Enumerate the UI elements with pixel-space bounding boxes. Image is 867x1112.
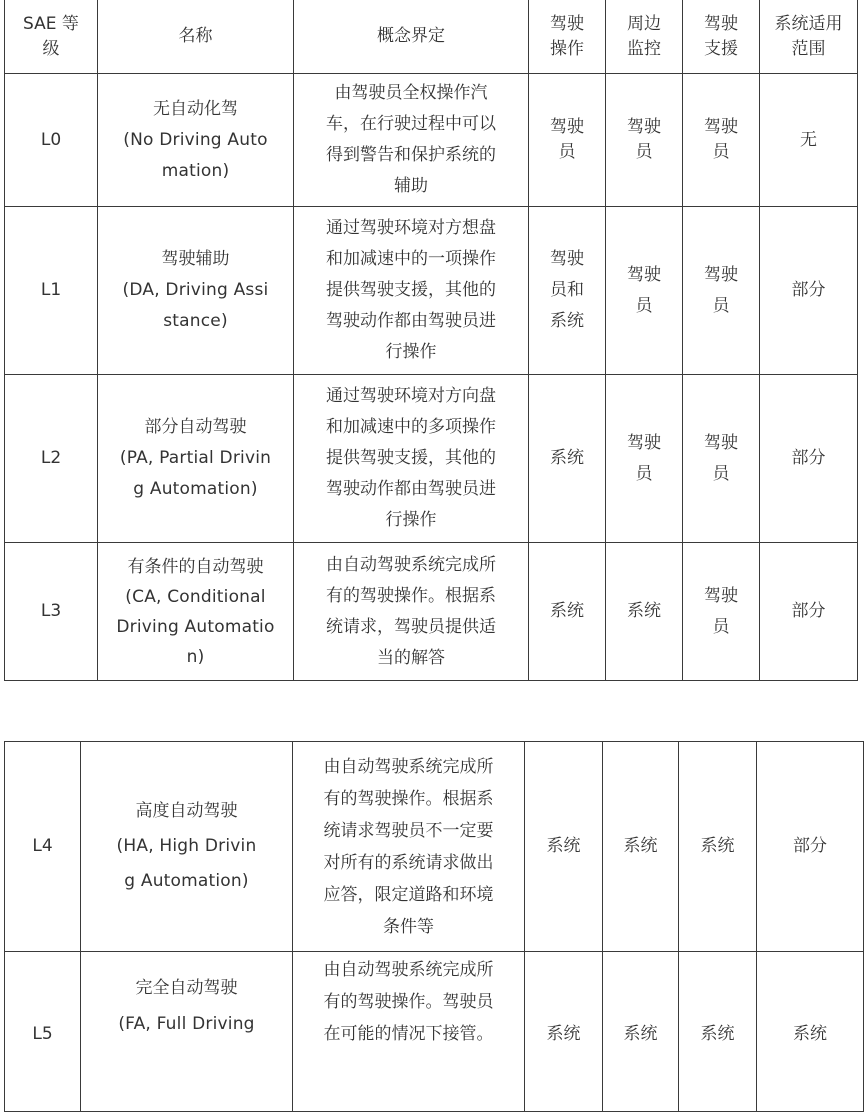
name-line: (DA, Driving Assi — [122, 280, 269, 300]
name-line: (HA, High Drivin — [116, 836, 257, 856]
definition-line: 对所有的系统请求做出 — [323, 852, 494, 873]
name-line: (PA, Partial Drivin — [119, 448, 272, 468]
scope-cell: 部分 — [760, 375, 858, 543]
cell-line: 员 — [712, 142, 730, 162]
driving-operation-cell — [529, 74, 606, 207]
definition-line: 通过驾驶环境对方想盘 — [326, 218, 496, 238]
cell-line: 驾驶 — [627, 432, 661, 453]
table-row — [5, 207, 858, 375]
fallback-cell — [683, 543, 760, 681]
definition-line: 有的驾驶操作。根据系 — [326, 585, 496, 606]
cell-line: 驾驶 — [550, 117, 584, 137]
name-line: (CA, Conditional — [125, 586, 266, 607]
header-line: 监控 — [627, 38, 661, 59]
driving-operation-cell — [529, 543, 606, 681]
cell-line: 员 — [635, 295, 653, 316]
driving-operation-cell — [529, 207, 606, 375]
name-line: (FA, Full Driving — [118, 1014, 255, 1034]
definition-cell — [294, 375, 529, 543]
cell-line: 驾驶 — [627, 117, 661, 137]
driving-operation-cell: 系统 — [525, 742, 603, 952]
definition-line: 和加减速中的多项操作 — [326, 417, 496, 437]
sae-levels-table — [4, 0, 858, 681]
definition-line: 辅助 — [394, 176, 428, 196]
header-monitoring — [606, 0, 683, 74]
name-line: 高度自动驾驶 — [135, 801, 238, 821]
header-name: 名称 — [98, 0, 294, 74]
name-line: 有条件的自动驾驶 — [127, 556, 264, 577]
header-level-line: SAE 等 — [23, 13, 79, 34]
name-cell — [98, 207, 294, 375]
definition-line: 条件等 — [383, 916, 434, 937]
name-cell — [81, 952, 293, 1112]
definition-line: 应答，限定道路和环境 — [323, 884, 494, 905]
cell-line: 员 — [712, 295, 730, 316]
definition-line: 有的驾驶操作。根据系 — [323, 788, 494, 809]
definition-line: 统请求驾驶员不一定要 — [323, 820, 494, 841]
fallback-cell — [683, 74, 760, 207]
cell-line: 员 — [712, 616, 730, 637]
definition-line: 得到警告和保护系统的 — [326, 145, 496, 165]
name-line: Driving Automatio — [116, 616, 275, 637]
cell-line: 系统 — [550, 448, 584, 468]
header-line: 支援 — [704, 38, 738, 59]
header-row — [5, 0, 858, 74]
cell-line: 驾驶 — [550, 249, 584, 269]
name-line: 驾驶辅助 — [161, 249, 230, 269]
monitoring-cell — [606, 543, 683, 681]
definition-line: 车，在行驶过程中可以 — [326, 114, 496, 134]
definition-cell — [294, 207, 529, 375]
definition-cell — [294, 543, 529, 681]
definition-line: 统请求，驾驶员提供适 — [326, 616, 496, 637]
definition-line: 通过驾驶环境对方向盘 — [326, 386, 496, 406]
cell-line: 驾驶 — [627, 264, 661, 285]
level-cell: L0 — [5, 74, 98, 207]
name-cell — [98, 543, 294, 681]
header-line: 范围 — [791, 38, 826, 59]
fallback-cell — [683, 207, 760, 375]
header-definition: 概念界定 — [294, 0, 529, 74]
header-level-line: 级 — [42, 38, 60, 59]
name-line: 无自动化驾 — [153, 98, 238, 119]
table-row — [5, 952, 864, 1112]
level-cell: L1 — [5, 207, 98, 375]
header-driving-operation — [529, 0, 606, 74]
definition-cell — [293, 742, 525, 952]
cell-line: 系统 — [627, 601, 661, 621]
monitoring-cell — [606, 375, 683, 543]
name-line: mation) — [161, 160, 230, 181]
scope-cell: 部分 — [760, 543, 858, 681]
level-cell: L3 — [5, 543, 98, 681]
name-line: stance) — [163, 311, 228, 331]
definition-line: 由驾驶员全权操作汽 — [334, 83, 488, 103]
cell-line: 驾驶 — [704, 117, 738, 137]
header-fallback — [683, 0, 760, 74]
cell-line: 系统 — [550, 311, 584, 331]
driving-operation-cell: 系统 — [525, 952, 603, 1112]
header-line: 系统适用 — [774, 13, 843, 34]
table-row — [5, 742, 864, 952]
driving-operation-cell — [529, 375, 606, 543]
name-line: (No Driving Auto — [123, 129, 268, 150]
monitoring-cell: 系统 — [603, 952, 679, 1112]
table-row — [5, 543, 858, 681]
scope-cell: 无 — [760, 74, 858, 207]
definition-line: 行操作 — [385, 342, 437, 362]
header-scope — [760, 0, 858, 74]
definition-line: 由自动驾驶系统完成所 — [323, 960, 494, 980]
definition-line: 当的解答 — [377, 647, 445, 668]
definition-line: 有的驾驶操作。驾驶员 — [323, 992, 494, 1012]
name-line: g Automation) — [133, 479, 258, 499]
definition-cell — [293, 952, 525, 1112]
table-row — [5, 74, 858, 207]
definition-line: 和加减速中的一项操作 — [326, 249, 496, 269]
definition-line: 驾驶动作都由驾驶员进 — [326, 311, 496, 331]
monitoring-cell — [606, 207, 683, 375]
table-row — [5, 375, 858, 543]
name-cell — [81, 742, 293, 952]
definition-line: 提供驾驶支援，其他的 — [326, 280, 496, 300]
cell-line: 驾驶 — [704, 264, 738, 285]
name-cell — [98, 74, 294, 207]
cell-line: 驾驶 — [704, 432, 738, 453]
cell-line: 员 — [712, 463, 730, 484]
header-line: 周边 — [627, 13, 661, 34]
definition-line: 由自动驾驶系统完成所 — [326, 554, 496, 575]
level-cell: L2 — [5, 375, 98, 543]
level-cell: L5 — [5, 952, 81, 1112]
cell-line: 员 — [635, 142, 653, 162]
header-line: 驾驶 — [550, 13, 584, 34]
header-line: 驾驶 — [704, 13, 738, 34]
fallback-cell — [683, 375, 760, 543]
definition-line: 由自动驾驶系统完成所 — [323, 756, 494, 777]
fallback-cell: 系统 — [679, 952, 757, 1112]
definition-line: 驾驶动作都由驾驶员进 — [326, 479, 496, 499]
definition-line: 在可能的情况下接管。 — [323, 1024, 494, 1044]
cell-line: 驾驶 — [704, 585, 738, 606]
definition-line: 提供驾驶支援，其他的 — [326, 448, 496, 468]
scope-cell: 系统 — [757, 952, 864, 1112]
cell-line: 员和 — [550, 280, 584, 300]
cell-line: 系统 — [550, 601, 584, 621]
cell-line: 员 — [558, 142, 576, 162]
name-cell — [98, 375, 294, 543]
monitoring-cell: 系统 — [603, 742, 679, 952]
scope-cell: 部分 — [757, 742, 864, 952]
scope-cell: 部分 — [760, 207, 858, 375]
fallback-cell: 系统 — [679, 742, 757, 952]
name-line: n) — [186, 646, 205, 667]
monitoring-cell — [606, 74, 683, 207]
sae-levels-table-continued — [4, 741, 864, 1112]
cell-line: 员 — [635, 463, 653, 484]
definition-cell — [294, 74, 529, 207]
level-cell: L4 — [5, 742, 81, 952]
name-line: g Automation) — [124, 871, 249, 891]
header-line: 操作 — [550, 38, 584, 59]
header-level — [5, 0, 98, 74]
name-line: 完全自动驾驶 — [135, 978, 238, 998]
name-line: 部分自动驾驶 — [144, 417, 247, 437]
definition-line: 行操作 — [385, 510, 437, 530]
